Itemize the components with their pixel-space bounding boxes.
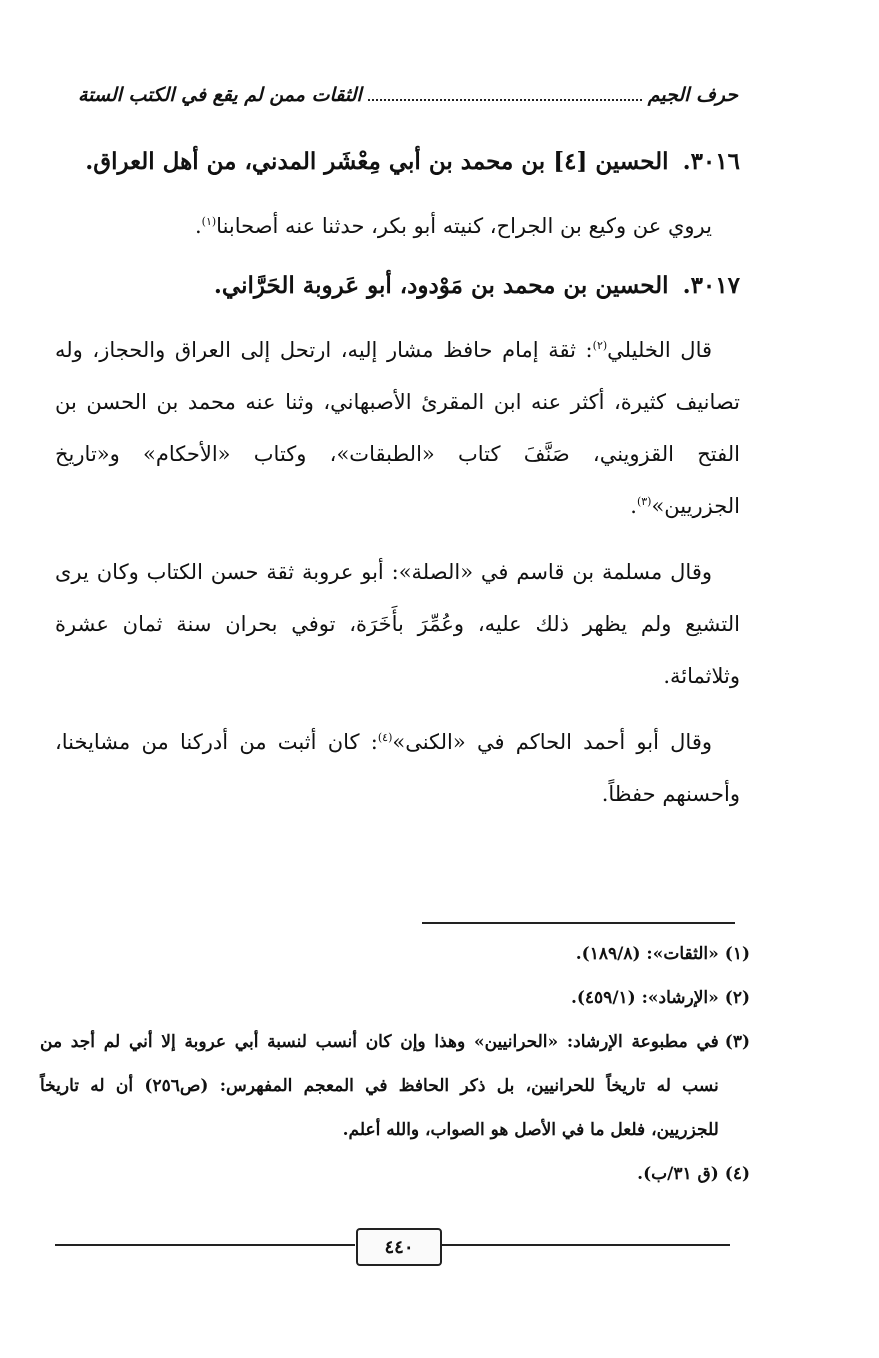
paragraph-tail: : كان أثبت من أدركنا من مشايخنا، وأحسنهم حفظاً.	[55, 730, 740, 806]
paragraph	[55, 324, 740, 532]
footnote-separator	[422, 922, 735, 924]
footer-rule-right	[440, 1244, 730, 1246]
footnote-ref: (٣)	[636, 495, 652, 508]
entry-heading	[55, 140, 740, 184]
footnotes	[40, 932, 750, 1196]
paragraph	[55, 546, 740, 702]
footnote	[40, 1152, 750, 1196]
footnote-number: (٢)	[724, 988, 750, 1008]
header-leader-dots	[368, 85, 642, 101]
footnote	[40, 932, 750, 976]
footnote-number: (١)	[724, 944, 750, 964]
footnote-ref: (٤)	[377, 731, 393, 744]
paragraph-text: وقال مسلمة بن قاسم في «الصلة»: أبو عروبة ثقة حسن الكتاب وكان يرى التشيع ولم يظهر ذلك عليه، وعُمِّرَ بأَخَرَة، توفي بحران سنة ثمان عشرة وثلاثمائة.	[55, 560, 740, 688]
main-text	[55, 128, 740, 834]
paragraph-text: : ثقة إمام حافظ مشار إليه، ارتحل إلى العراق والحجاز، وله تصانيف كثيرة، أكثر عنه ابن المقرئ الأصبهاني، وثنا عنه محمد بن الحسن بن الفتح القزويني، صَنَّفَ كتاب «الطبقات»، وكتاب «الأحكام» و«تاريخ الجزريين»	[55, 338, 740, 518]
entry-number: ٣٠١٧.	[682, 272, 740, 299]
entry-heading	[55, 264, 740, 308]
footnote-ref: (١)	[201, 215, 217, 228]
paragraph	[55, 716, 740, 820]
entry-title: الحسين بن محمد بن مَوْدود، أبو عَروبة الحَرَّاني.	[213, 272, 669, 299]
footnote-text: (ق ٣١/ب).	[637, 1164, 719, 1184]
paragraph-tail: .	[194, 214, 202, 238]
footnote-number: (٣)	[724, 1032, 750, 1052]
entry-title: الحسين [٤] بن محمد بن أبي مِعْشَر المدني، من أهل العراق.	[85, 148, 669, 175]
paragraph	[55, 200, 740, 252]
footnote-text: في مطبوعة الإرشاد: «الحرانيين» وهذا وإن كان أنسب لنسبة أبي عروبة إلا أني لم أجد من نسب له تاريخاً للحرانيين، بل ذكر الحافظ في المعجم المفهرس: (ص٢٥٦) أن له تاريخاً للجزريين، فلعل ما في الأصل هو الصواب، والله أعلم.	[40, 1032, 719, 1140]
paragraph-tail: .	[630, 494, 637, 518]
footnote	[40, 976, 750, 1020]
footnote-number: (٤)	[724, 1164, 750, 1184]
header-book-title: الثقات ممن لم يقع في الكتب الستة	[78, 84, 362, 106]
footer-rule-left	[55, 1244, 355, 1246]
paragraph-text: يروي عن وكيع بن الجراح، كنيته أبو بكر، حدثنا عنه أصحابنا	[216, 214, 712, 238]
footnote-ref: (٢)	[592, 339, 608, 352]
footnote	[40, 1020, 750, 1152]
paragraph-text: وقال أبو أحمد الحاكم في «الكنى»	[392, 730, 713, 754]
running-header	[78, 84, 738, 116]
entry-number: ٣٠١٦.	[682, 148, 740, 175]
header-chapter: حرف الجيم	[647, 84, 738, 106]
footnote-text: «الإرشاد»: (٤٥٩/١).	[570, 988, 719, 1008]
footnote-text: «الثقات»: (١٨٩/٨).	[575, 944, 719, 964]
page-number: ٤٤٠	[356, 1228, 442, 1266]
paragraph-text: قال الخليلي	[607, 338, 713, 362]
